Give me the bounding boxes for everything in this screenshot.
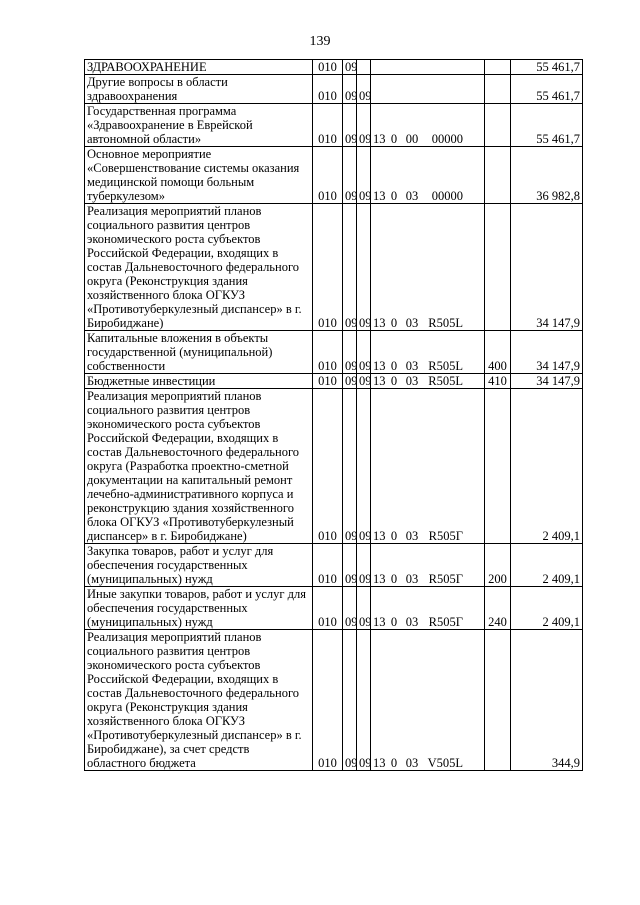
page-number: 139 xyxy=(309,34,331,49)
expense-type-code: 200 xyxy=(485,544,511,587)
section-code: 09 xyxy=(343,331,357,374)
section-code: 09 xyxy=(343,544,357,587)
ministry-code: 010 xyxy=(313,630,343,771)
amount: 344,9 xyxy=(511,630,583,771)
subsection-code: 09 xyxy=(357,75,371,104)
amount: 2 409,1 xyxy=(511,544,583,587)
expense-type-code xyxy=(485,60,511,75)
target-article-part: 00000 xyxy=(431,132,463,146)
row-name: Государственная программа «Здравоохранение в Еврейской автономной области» xyxy=(85,104,313,147)
subsection-code xyxy=(357,60,371,75)
target-article-part: R505L xyxy=(428,374,463,388)
table-row xyxy=(85,544,583,587)
target-article-code xyxy=(371,147,485,204)
row-name: Капитальные вложения в объекты государственной (муниципальной) собственности xyxy=(85,331,313,374)
target-article-code xyxy=(371,104,485,147)
section-code: 09 xyxy=(343,630,357,771)
target-article-part: 03 xyxy=(405,615,419,629)
subsection-code: 09 xyxy=(357,374,371,389)
table-row xyxy=(85,104,583,147)
target-article-code xyxy=(371,331,485,374)
target-article-part: 0 xyxy=(390,529,398,543)
target-article-code xyxy=(371,75,485,104)
target-article-part: 0 xyxy=(390,374,398,388)
section-code: 09 xyxy=(343,75,357,104)
expense-type-code: 400 xyxy=(485,331,511,374)
target-article-part: 03 xyxy=(405,189,419,203)
target-article-part: 0 xyxy=(390,316,398,330)
target-article-part: 13 xyxy=(373,359,386,373)
amount: 55 461,7 xyxy=(511,104,583,147)
ministry-code: 010 xyxy=(313,587,343,630)
target-article-part: 00 xyxy=(405,132,419,146)
row-name: Другие вопросы в области здравоохранения xyxy=(85,75,313,104)
table-row xyxy=(85,374,583,389)
subsection-code: 09 xyxy=(357,389,371,544)
subsection-code: 09 xyxy=(357,331,371,374)
row-name: ЗДРАВООХРАНЕНИЕ xyxy=(85,60,313,75)
subsection-code: 09 xyxy=(357,204,371,331)
section-code: 09 xyxy=(343,204,357,331)
budget-table xyxy=(84,59,583,771)
row-name: Закупка товаров, работ и услуг для обеспечения государственных (муниципальных) нужд xyxy=(85,544,313,587)
expense-type-code xyxy=(485,204,511,331)
target-article-part: V505L xyxy=(427,756,463,770)
expense-type-code xyxy=(485,389,511,544)
target-article-code xyxy=(371,60,485,75)
target-article-code xyxy=(371,374,485,389)
target-article-part: 13 xyxy=(373,189,386,203)
table-row xyxy=(85,75,583,104)
table-row xyxy=(85,331,583,374)
ministry-code: 010 xyxy=(313,147,343,204)
target-article-part: R505L xyxy=(428,359,463,373)
target-article-part: 0 xyxy=(390,189,398,203)
target-article-part: 13 xyxy=(373,132,386,146)
row-name: Основное мероприятие «Совершенствование системы оказания медицинской помощи больным туберкулезом» xyxy=(85,147,313,204)
amount: 34 147,9 xyxy=(511,331,583,374)
ministry-code: 010 xyxy=(313,60,343,75)
target-article-part: 13 xyxy=(373,529,386,543)
amount: 34 147,9 xyxy=(511,374,583,389)
amount: 55 461,7 xyxy=(511,60,583,75)
target-article-code xyxy=(371,630,485,771)
target-article-part: 13 xyxy=(373,756,386,770)
table-row xyxy=(85,389,583,544)
target-article-part: 03 xyxy=(405,572,419,586)
target-article-part: 0 xyxy=(390,572,398,586)
subsection-code: 09 xyxy=(357,630,371,771)
row-name: Реализация мероприятий планов социального развития центров экономического роста субъектов Российской Федерации, входящих в состав Дальневосточного федерального округа (Разработка проектно-сметной документации на капитальный ремонт лечебно-административного корпуса и реконструкцию здания хозяйственного блока ОГКУЗ «Противотуберкулезный диспансер» в г. Биробиджане) xyxy=(85,389,313,544)
subsection-code: 09 xyxy=(357,544,371,587)
table-row xyxy=(85,204,583,331)
row-name: Реализация мероприятий планов социального развития центров экономического роста субъектов Российской Федерации, входящих в состав Дальневосточного федерального округа (Реконструкция здания хозяйственного блока ОГКУЗ «Противотуберкулезный диспансер» в г. Биробиджане), за счет средств областного бюджета xyxy=(85,630,313,771)
section-code: 09 xyxy=(343,104,357,147)
table-row xyxy=(85,630,583,771)
expense-type-code: 240 xyxy=(485,587,511,630)
target-article-part: 00000 xyxy=(431,189,463,203)
target-article-part: 13 xyxy=(373,572,386,586)
section-code: 09 xyxy=(343,587,357,630)
row-name: Бюджетные инвестиции xyxy=(85,374,313,389)
amount: 34 147,9 xyxy=(511,204,583,331)
target-article-part: R505Г xyxy=(428,615,463,629)
target-article-part: 13 xyxy=(373,316,386,330)
target-article-part: R505Г xyxy=(428,572,463,586)
expense-type-code xyxy=(485,147,511,204)
target-article-part: 03 xyxy=(405,756,419,770)
section-code: 09 xyxy=(343,147,357,204)
section-code: 09 xyxy=(343,60,357,75)
target-article-part: 03 xyxy=(405,359,419,373)
ministry-code: 010 xyxy=(313,75,343,104)
target-article-part: 03 xyxy=(405,529,419,543)
target-article-part: 13 xyxy=(373,615,386,629)
target-article-code xyxy=(371,204,485,331)
expense-type-code xyxy=(485,75,511,104)
row-name: Реализация мероприятий планов социального развития центров экономического роста субъектов Российской Федерации, входящих в состав Дальневосточного федерального округа (Реконструкция здания хозяйственного блока ОГКУЗ «Противотуберкулезный диспансер» в г. Биробиджане) xyxy=(85,204,313,331)
ministry-code: 010 xyxy=(313,331,343,374)
target-article-part: 03 xyxy=(405,316,419,330)
target-article-part: R505Г xyxy=(428,529,463,543)
target-article-part: 0 xyxy=(390,132,398,146)
ministry-code: 010 xyxy=(313,104,343,147)
subsection-code: 09 xyxy=(357,587,371,630)
target-article-code xyxy=(371,587,485,630)
target-article-part: 13 xyxy=(373,374,386,388)
target-article-part: 0 xyxy=(390,615,398,629)
ministry-code: 010 xyxy=(313,389,343,544)
ministry-code: 010 xyxy=(313,204,343,331)
target-article-code xyxy=(371,544,485,587)
subsection-code: 09 xyxy=(357,104,371,147)
target-article-code xyxy=(371,389,485,544)
ministry-code: 010 xyxy=(313,544,343,587)
table-row xyxy=(85,587,583,630)
ministry-code: 010 xyxy=(313,374,343,389)
target-article-part: 03 xyxy=(405,374,419,388)
section-code: 09 xyxy=(343,389,357,544)
amount: 55 461,7 xyxy=(511,75,583,104)
target-article-part: 0 xyxy=(390,359,398,373)
target-article-part: R505L xyxy=(428,316,463,330)
expense-type-code xyxy=(485,104,511,147)
table-row xyxy=(85,60,583,75)
section-code: 09 xyxy=(343,374,357,389)
subsection-code: 09 xyxy=(357,147,371,204)
expense-type-code xyxy=(485,630,511,771)
table-row xyxy=(85,147,583,204)
amount: 36 982,8 xyxy=(511,147,583,204)
expense-type-code: 410 xyxy=(485,374,511,389)
target-article-part: 0 xyxy=(390,756,398,770)
amount: 2 409,1 xyxy=(511,389,583,544)
amount: 2 409,1 xyxy=(511,587,583,630)
row-name: Иные закупки товаров, работ и услуг для обеспечения государственных (муниципальных) нужд xyxy=(85,587,313,630)
